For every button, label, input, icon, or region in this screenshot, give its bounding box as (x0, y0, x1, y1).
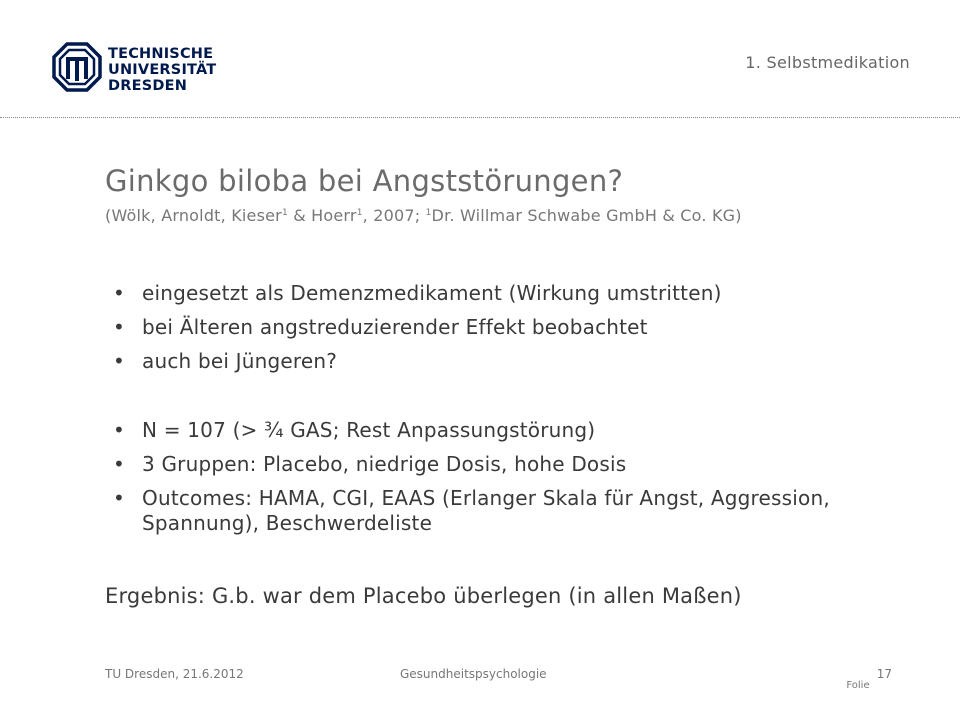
bullet-item: • 3 Gruppen: Placebo, niedrige Dosis, hohe Dosis (105, 452, 885, 477)
university-logo (52, 42, 242, 94)
logo-line-2: UNIVERSITÄT (108, 62, 217, 78)
header-divider (0, 117, 960, 118)
logo-line-1: TECHNISCHE (108, 46, 214, 62)
subtitle-part-4: Dr. Willmar Schwabe GmbH & Co. KG) (431, 206, 742, 225)
subtitle-part-1: (Wölk, Arnoldt, Kieser (105, 206, 282, 225)
folie-number: 17 (876, 667, 892, 681)
footer-slide-number (846, 663, 892, 691)
bullet-list-background (105, 281, 885, 383)
subtitle-sup-3: 1 (425, 208, 432, 218)
slide-subtitle (105, 206, 742, 225)
result-statement: Ergebnis: G.b. war dem Placebo überlegen (in allen Maßen) (105, 584, 742, 608)
logo-wordmark (108, 46, 216, 94)
tu-dresden-logo-icon (52, 42, 102, 92)
section-label: 1. Selbstmedikation (745, 53, 910, 72)
subtitle-sup-2: 1 (356, 208, 363, 218)
footer-course: Gesundheitspsychologie (400, 667, 547, 681)
bullet-list-study (105, 418, 885, 545)
subtitle-part-3: , 2007; (362, 206, 426, 225)
folie-label: Folie (846, 680, 870, 691)
footer-date: TU Dresden, 21.6.2012 (105, 667, 244, 681)
bullet-item: • N = 107 (> ¾ GAS; Rest Anpassungstörung) (105, 418, 885, 443)
bullet-item: • Outcomes: HAMA, CGI, EAAS (Erlanger Skala für Angst, Aggression, Spannung), Beschwerdeliste (105, 486, 885, 536)
logo-line-3: DRESDEN (108, 78, 188, 94)
slide-title: Ginkgo biloba bei Angststörungen? (105, 164, 624, 198)
subtitle-sup-1: 1 (281, 208, 288, 218)
bullet-item: • bei Älteren angstreduzierender Effekt beobachtet (105, 315, 885, 340)
subtitle-part-2: & Hoerr (287, 206, 357, 225)
bullet-item: • auch bei Jüngeren? (105, 349, 885, 374)
bullet-item: • eingesetzt als Demenzmedikament (Wirkung umstritten) (105, 281, 885, 306)
